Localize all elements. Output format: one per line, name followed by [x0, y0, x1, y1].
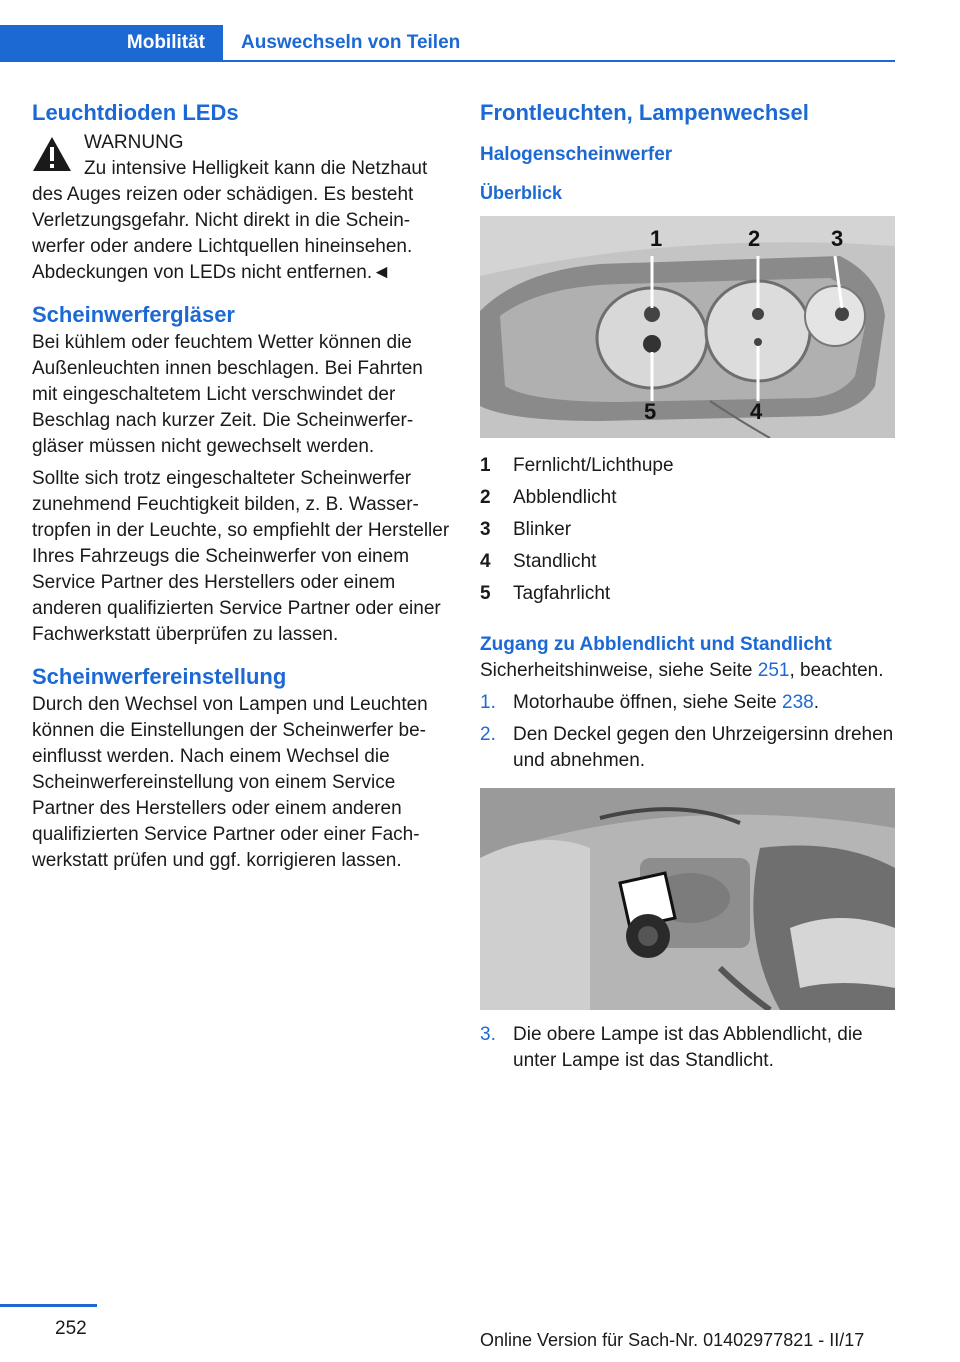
heading-glass: Scheinwerfergläser — [32, 302, 235, 327]
legend-item: 1 Fernlicht/Lichthupe — [480, 455, 674, 476]
glass-paragraph-1: Bei kühlem oder feuchtem Wetter können die Außenleuchten innen beschlagen. Bei Fahrten mit eingeschaltetem Licht verschwindet der Beschlag nach kurzer Zeit. Die Scheinwerfergläser müssen nicht gewechselt werden. — [32, 332, 423, 457]
callout-1: 1 — [650, 226, 663, 251]
warning-block — [32, 130, 450, 286]
callout-3: 3 — [831, 226, 844, 251]
heading-access: Zugang zu Abblendlicht und Standlicht — [480, 634, 832, 655]
page-link-238[interactable]: 238 — [782, 692, 814, 713]
right-column — [480, 98, 895, 1074]
legend-item: 4 Standlicht — [480, 551, 597, 572]
headlight-figure — [480, 216, 895, 438]
page-link-251[interactable]: 251 — [757, 660, 790, 681]
heading-adjust: Scheinwerfereinstellung — [32, 664, 287, 689]
left-column — [32, 98, 450, 874]
online-version: Online Version für Sach-Nr. 01402977821 - II/17 — [480, 1330, 865, 1350]
section-tab-label: Mobilität — [126, 31, 205, 53]
warning-text: Zu intensive Helligkeit kann die Netzhaut des Auges reizen oder schädigen. Es besteht Verletzungsgefahr. Nicht direkt in die Scheinwerfer oder andere Lichtquellen hineinsehen. Abdeckungen von LEDs nicht entfernen.◄ — [32, 158, 428, 283]
callout-2: 2 — [748, 226, 761, 251]
warning-label: WARNUNG — [84, 132, 184, 153]
step-item: 2. Den Deckel gegen den Uhrzeigersinn drehen und abnehmen. — [480, 724, 894, 771]
adjust-paragraph: Durch den Wechsel von Lampen und Leuchten können die Einstellungen der Scheinwerfer beeinflusst werden. Nach einem Wechsel die Scheinwerfereinstellung von einem Service Partner des Herstellers oder einem anderen qualifizierten Service Partner oder einer Fachwerkstatt prüfen und ggf. korrigieren lassen. — [32, 694, 428, 871]
heading-front-lights: Frontleuchten, Lampenwechsel — [480, 100, 809, 125]
step-list — [480, 690, 895, 774]
heading-leds: Leuchtdioden LEDs — [32, 100, 239, 125]
legend-item: 2 Abblendlicht — [480, 487, 617, 508]
legend-item: 5 Tagfahrlicht — [480, 583, 611, 604]
page-number: 252 — [55, 1318, 87, 1339]
glass-paragraph-2: Sollte sich trotz eingeschalteter Scheinwerfer zunehmend Feuchtigkeit bilden, z. B. Wassertropfen in der Leuchte, so empfiehlt der Hersteller Ihres Fahrzeugs die Scheinwerfer von einem Service Partner des Herstellers oder einem anderen qualifizierten Service Partner oder einer Fachwerkstatt überprüfen zu lassen. — [32, 468, 450, 645]
headlight-illustration — [480, 216, 895, 438]
heading-halogen: Halogenscheinwerfer — [480, 144, 673, 165]
step-item: 1. Motorhaube öffnen, siehe Seite 238. — [480, 692, 819, 713]
section-tab — [0, 25, 223, 60]
step-item: 3. Die obere Lampe ist das Abblendlicht, die unter Lampe ist das Standlicht. — [480, 1024, 863, 1071]
step-list-2 — [480, 1022, 895, 1074]
figure-legend — [480, 450, 895, 610]
engine-bay-figure — [480, 788, 895, 1010]
subsection-title: Auswechseln von Teilen — [241, 32, 461, 53]
running-header — [0, 25, 895, 62]
callout-4: 4 — [750, 399, 763, 424]
callout-5: 5 — [644, 399, 657, 424]
header-rule — [0, 60, 895, 62]
access-paragraph: Sicherheitshinweise, siehe Seite 251, beachten. — [480, 660, 884, 681]
footer-rule — [0, 1304, 97, 1307]
heading-overview: Überblick — [480, 183, 563, 203]
engine-bay-illustration — [480, 788, 895, 1010]
legend-item: 3 Blinker — [480, 519, 572, 540]
warning-triangle-icon — [32, 136, 72, 172]
